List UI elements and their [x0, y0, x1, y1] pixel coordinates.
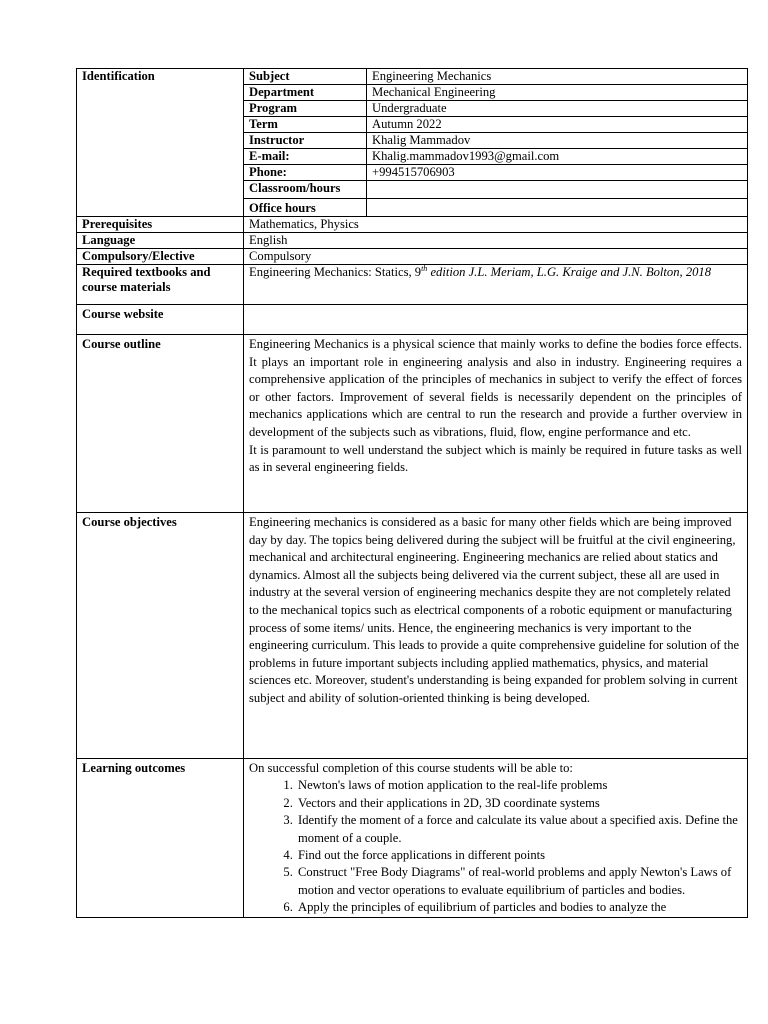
language-label: Language — [77, 233, 244, 249]
field-value-classroom — [367, 181, 748, 199]
list-item: 5. Construct "Free Body Diagrams" of real-world problems and apply Newton's Laws of motion and vector operations to evaluate equilibrium of particles and bodies. — [296, 864, 742, 899]
field-key-classroom: Classroom/hours — [244, 181, 367, 199]
field-value-phone: +994515706903 — [367, 165, 748, 181]
course-outline-label: Course outline — [77, 335, 244, 513]
prerequisites-value: Mathematics, Physics — [244, 217, 748, 233]
field-value-program: Undergraduate — [367, 101, 748, 117]
field-key-term: Term — [244, 117, 367, 133]
field-value-department: Mechanical Engineering — [367, 85, 748, 101]
language-value: English — [244, 233, 748, 249]
list-item: 2. Vectors and their applications in 2D, 3D coordinate systems — [296, 795, 742, 812]
field-value-subject: Engineering Mechanics — [367, 69, 748, 85]
course-objectives-label: Course objectives — [77, 513, 244, 759]
prerequisites-label: Prerequisites — [77, 217, 244, 233]
list-item: 4. Find out the force applications in different points — [296, 847, 742, 864]
field-key-subject: Subject — [244, 69, 367, 85]
learning-outcomes-label: Learning outcomes — [77, 759, 244, 918]
compulsory-value: Compulsory — [244, 249, 748, 265]
course-outline-text — [244, 335, 748, 513]
list-item: 3. Identify the moment of a force and calculate its value about a specified axis. Define the moment of a couple. — [296, 812, 742, 847]
field-value-instructor: Khalig Mammadov — [367, 133, 748, 149]
field-key-instructor: Instructor — [244, 133, 367, 149]
field-key-department: Department — [244, 85, 367, 101]
syllabus-table — [76, 68, 748, 918]
learning-outcomes-cell — [244, 759, 748, 918]
course-outline-paragraph-2: It is paramount to well understand the subject which is mainly be required in future tasks as well as in several engineering fields. — [249, 442, 742, 475]
list-item: 6. Apply the principles of equilibrium of particles and bodies to analyze the — [296, 899, 742, 916]
website-value — [244, 305, 748, 335]
field-key-phone: Phone: — [244, 165, 367, 181]
learning-outcomes-intro: On successful completion of this course students will be able to: — [249, 761, 573, 775]
syllabus-page — [76, 68, 748, 936]
field-value-office-hours — [367, 199, 748, 217]
field-key-email: E-mail: — [244, 149, 367, 165]
textbook-title: Engineering Mechanics: Statics, 9 — [249, 265, 422, 279]
identification-row-subject — [77, 69, 748, 85]
field-value-email: Khalig.mammadov1993@gmail.com — [367, 149, 748, 165]
field-value-term: Autumn 2022 — [367, 117, 748, 133]
compulsory-label: Compulsory/Elective — [77, 249, 244, 265]
identification-label: Identification — [77, 69, 244, 217]
textbook-edition-sup: th — [421, 263, 428, 273]
textbooks-label: Required textbooks and course materials — [77, 265, 244, 305]
website-label: Course website — [77, 305, 244, 335]
textbook-authors: edition J.L. Meriam, L.G. Kraige and J.N. Bolton, 2018 — [427, 265, 712, 279]
course-objectives-text: Engineering mechanics is considered as a basic for many other fields which are being improved day by day. The topics being delivered during the subject will be fruitful at the civil engineering, mechanical and architectural engineering. Engineering mechanics are relied about statics and dynamics. Almost all the subjects being delivered via the current subject, these all are used in industry at the several version of engineering mechanics despite they are not completely related to the mechanical topics such as electrical components of a robotic equipment or manufacturing process of some items/ units. Hence, the engineering mechanics is very important to the engineering curriculum. This leads to provide a quite comprehensive guideline for solution of the problems in future important subjects including applied mathematics, physics, and material sciences etc. Moreover, student's understanding is being expanded for problem solving in current subject and ability of solution-oriented thinking is being developed. — [244, 513, 748, 759]
field-key-office-hours: Office hours — [244, 199, 367, 217]
learning-outcomes-list — [249, 777, 742, 916]
field-key-program: Program — [244, 101, 367, 117]
textbooks-value — [244, 265, 748, 305]
course-outline-paragraph-1: Engineering Mechanics is a physical science that mainly works to define the bodies force effects. It plays an important role in engineering analysis and also in industry. Engineering requires a comprehensive application of the principles of mechanics in subject to verify the effect of forces or other factors. Improvement of several fields is necessarily dependent on the principles of mechanics applications which are central to run the research and provide a further overview in development of the subjects such as vibrations, fluid, flow, engine performance and etc. — [249, 337, 742, 439]
list-item: 1. Newton's laws of motion application to the real-life problems — [296, 777, 742, 794]
